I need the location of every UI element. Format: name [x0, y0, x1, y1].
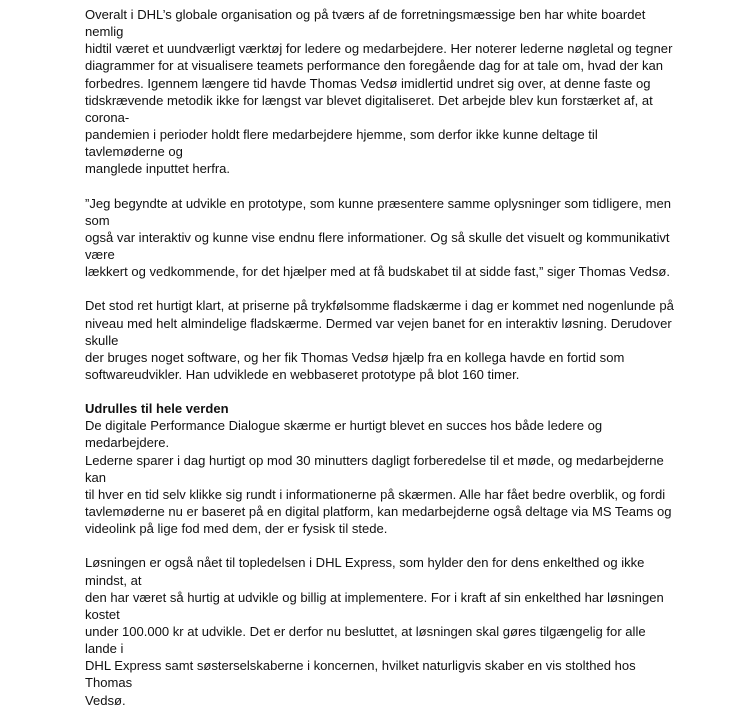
- paragraph-gap: [85, 383, 680, 400]
- paragraph-gap: [85, 537, 680, 554]
- paragraph-success: De digitale Performance Dialogue skærme er hurtigt blevet en succes hos både ledere og medarbejdere. Lederne sparer i dag hurtigt op mod 30 minutters dagligt forberedelse til et møde, og medarbejderne kan til hver en tid selv klikke sig rundt i informationerne på skærmen. Alle har fået bedre overblik, og fordi tavlemøderne nu er baseret på en digital platform, kan medarbejderne også deltage via MS Teams og videolink på lige fod med dem, der er fysisk til stede.: [85, 418, 672, 537]
- paragraph-rollout: Løsningen er også nået til topledelsen i DHL Express, som hylder den for dens enkelthed og ikke mindst, at den har været så hurtig at udvikle og billig at implementere. For i kraft af sin enkelthed har løsningen kostet under 100.000 kr at udvikle. Det er derfor nu besluttet, at løsningen skal gøres tilgængelig for alle lande i DHL Express samt søsterselskaberne i koncernen, hvilket naturligvis skaber en vis stolthed hos Thomas Vedsø.: [85, 555, 664, 708]
- article-body: [85, 6, 680, 709]
- paragraph-gap: [85, 178, 680, 195]
- paragraph-gap: [85, 280, 680, 297]
- paragraph-whiteboard: Overalt i DHL’s globale organisation og på tværs af de forretningsmæssige ben har white boardet nemlig hidtil været et uundværligt værktøj for ledere og medarbejdere. Her noterer lederne nøgletal og tegner diagrammer for at visualisere teamets performance den foregående dag for at tale om, hvad der kan forbedres. Igennem længere tid havde Thomas Vedsø imidlertid undret sig over, at denne faste og tidskrævende metodik ikke for længst var blevet digitaliseret. Det arbejde blev kun forstærket af, at corona- pandemien i perioder holdt flere medarbejdere hjemme, som derfor ikke kunne deltage til tavlemøderne og manglede inputtet herfra.: [85, 7, 673, 177]
- paragraph-touchscreens: Det stod ret hurtigt klart, at priserne på trykfølsomme fladskærme i dag er kommet ned nogenlunde på niveau med helt almindelige fladskærme. Dermed var vejen banet for en interaktiv løsning. Derudover skulle der bruges noget software, og her fik Thomas Vedsø hjælp fra en kollega havde en fortid som softwareudvikler. Han udviklede en webbaseret prototype på blot 160 timer.: [85, 298, 674, 382]
- paragraph-quote: ”Jeg begyndte at udvikle en prototype, som kunne præsentere samme oplysninger som tidligere, men som også var interaktiv og kunne vise endnu flere informationer. Og så skulle det visuelt og kommunikativt være lækkert og vedkommende, for det hjælper med at få budskabet til at sidde fast,” siger Thomas Vedsø.: [85, 195, 671, 280]
- section-heading: Udrulles til hele verden: [85, 401, 229, 417]
